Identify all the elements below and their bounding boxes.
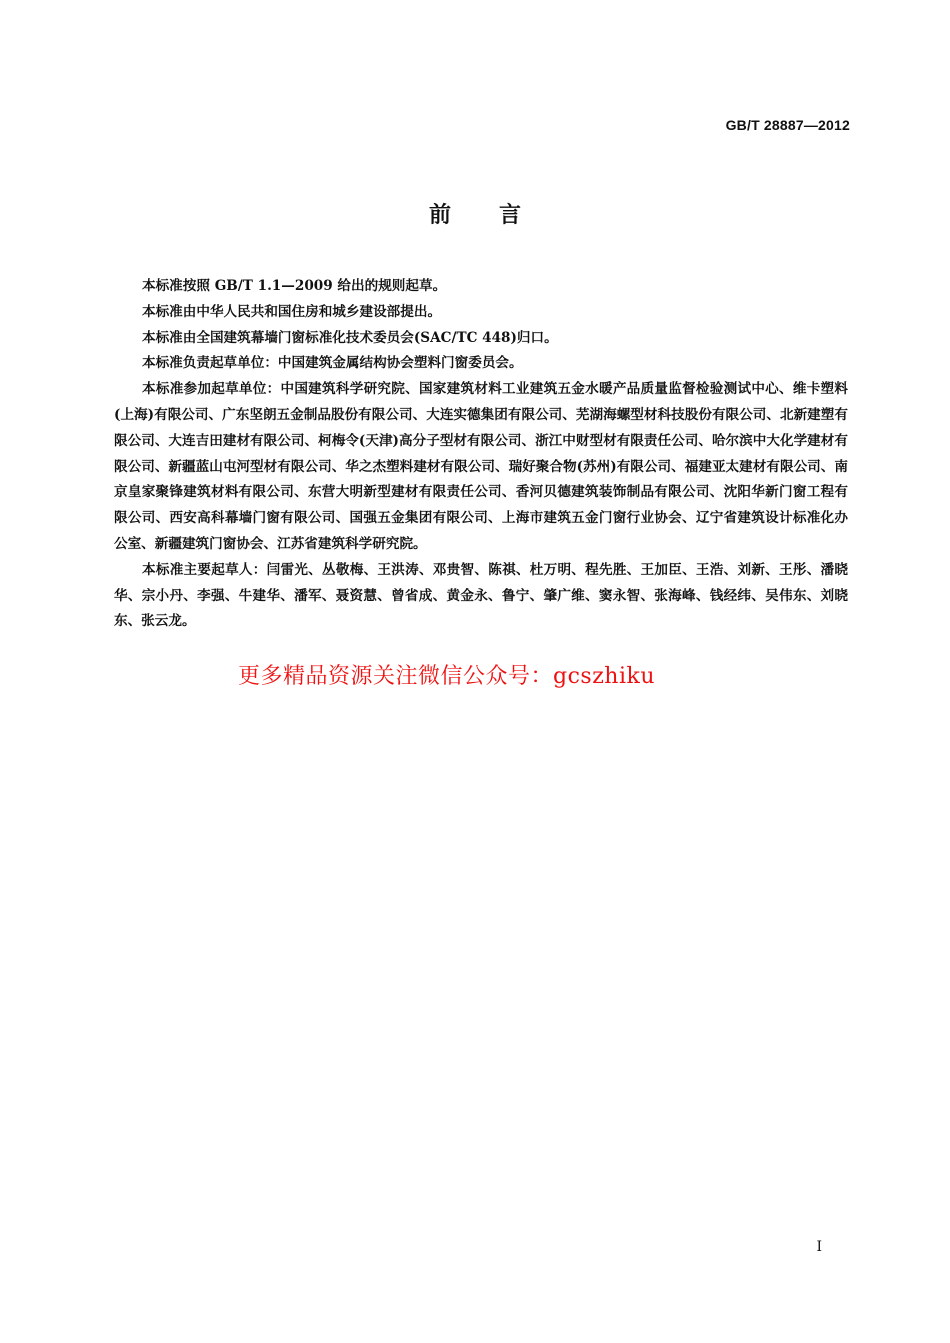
paragraph-main-drafters: 本标准主要起草人：闫雷光、丛敬梅、王洪涛、邓贵智、陈祺、杜万明、程先胜、王加臣、王浩、刘新、王彤、潘晓华、宗小丹、李强、牛建华、潘军、聂资慧、曾省成、黄金永、鲁宁、肇广维、窦永智、张海峰、钱经纬、吴伟东、刘晓东、张云龙。 <box>114 561 848 630</box>
watermark-notice: 更多精品资源关注微信公众号：gcszhiku <box>238 664 655 689</box>
paragraph-drafting-rules: 本标准按照 GB/T 1.1—2009 给出的规则起草。 <box>142 278 447 294</box>
paragraph-lead-drafter: 本标准负责起草单位：中国建筑金属结构协会塑料门窗委员会。 <box>142 355 523 372</box>
page-title: 前言 <box>428 202 569 228</box>
standard-number: GB/T 28887—2012 <box>725 117 850 133</box>
preface-body <box>114 274 848 635</box>
paragraph-participating-units: 本标准参加起草单位：中国建筑科学研究院、国家建筑材料工业建筑五金水暖产品质量监督检验测试中心、维卡塑料(上海)有限公司、广东坚朗五金制品股份有限公司、大连实德集团有限公司、芜湖海螺型材科技股份有限公司、北新建塑有限公司、大连吉田建材有限公司、柯梅令(天津)高分子型材有限公司、浙江中财型材有限责任公司、哈尔滨中大化学建材有限公司、新疆蓝山屯河型材有限公司、华之杰塑料建材有限公司、瑞好聚合物(苏州)有限公司、福建亚太建材有限公司、南京皇家聚锋建筑材料有限公司、东营大明新型建材有限责任公司、香河贝德建筑装饰制品有限公司、沈阳华新门窗工程有限公司、西安高科幕墙门窗有限公司、国强五金集团有限公司、上海市建筑五金门窗行业协会、辽宁省建筑设计标准化办公室、新疆建筑门窗协会、江苏省建筑科学研究院。 <box>114 381 848 552</box>
paragraph-technical-committee: 本标准由全国建筑幕墙门窗标准化技术委员会(SAC/TC 448)归口。 <box>142 329 558 346</box>
page-number: I <box>816 1239 822 1255</box>
paragraph-proposer: 本标准由中华人民共和国住房和城乡建设部提出。 <box>142 303 442 320</box>
